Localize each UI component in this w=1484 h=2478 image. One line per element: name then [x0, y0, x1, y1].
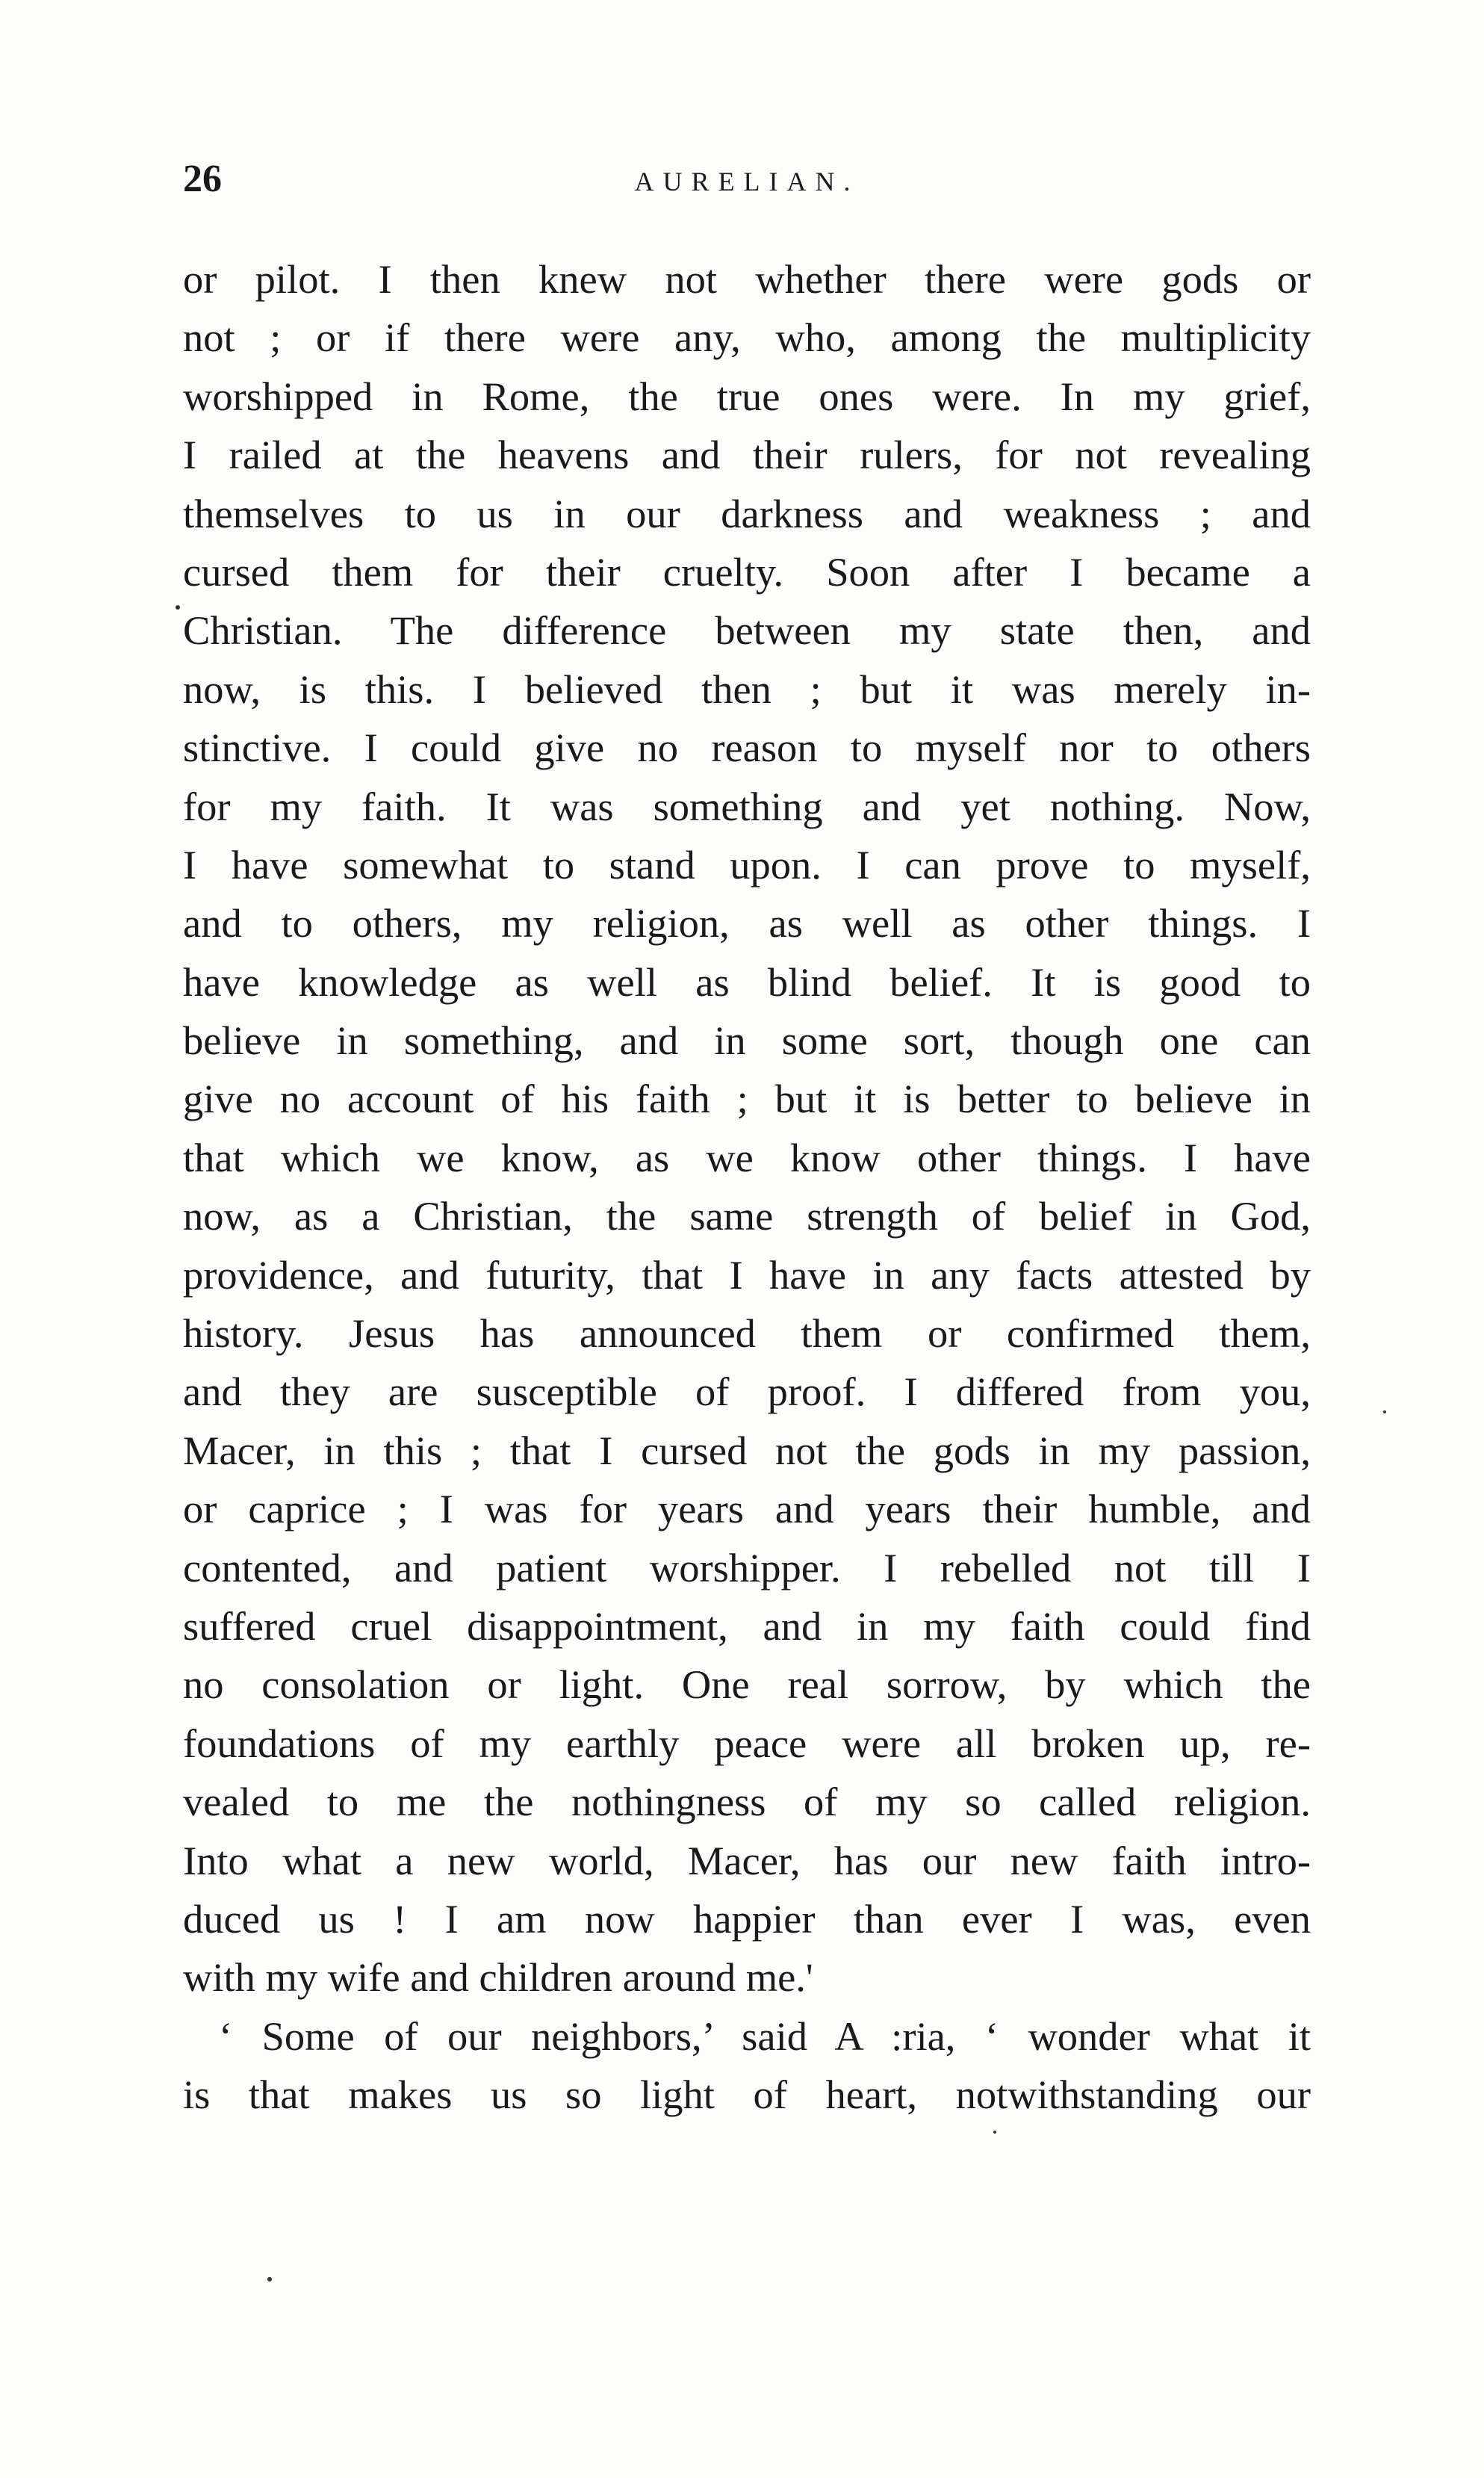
text-line: have knowledge as well as blind belief. It is good to	[183, 958, 1311, 1005]
text-line: duced us ! I am now happier than ever I was, even	[183, 1895, 1311, 1942]
print-speck	[267, 2277, 272, 2282]
text-line: or caprice ; I was for years and years their humble, and	[183, 1486, 1311, 1532]
text-line: with my wife and children around me.'	[183, 1954, 813, 2001]
print-speck	[1383, 1410, 1386, 1413]
running-head	[183, 153, 1311, 205]
text-line: themselves to us in our darkness and weakness ; and	[183, 490, 1311, 536]
text-line: foundations of my earthly peace were all broken up, re-	[183, 1720, 1311, 1766]
text-line: and they are susceptible of proof. I differed from you,	[183, 1369, 1311, 1415]
print-speck	[176, 605, 180, 610]
text-line: stinctive. I could give no reason to myself nor to others	[183, 725, 1311, 771]
text-line: now, as a Christian, the same strength of belief in God,	[183, 1193, 1311, 1239]
text-line: suffered cruel disappointment, and in my faith could find	[183, 1602, 1311, 1649]
page-number: 26	[183, 158, 222, 200]
text-line: cursed them for their cruelty. Soon after I became a	[183, 548, 1311, 595]
text-line: history. Jesus has announced them or confirmed them,	[183, 1310, 1311, 1357]
text-line: believe in something, and in some sort, though one can	[183, 1017, 1311, 1064]
text-line: I railed at the heavens and their rulers, for not revealing	[183, 432, 1311, 478]
text-line: Christian. The difference between my state then, and	[183, 607, 1311, 654]
text-line: worshipped in Rome, the true ones were. In my grief,	[183, 373, 1311, 419]
text-line: now, is this. I believed then ; but it was merely in-	[183, 666, 1311, 712]
text-line: not ; or if there were any, who, among the multiplicity	[183, 315, 1311, 361]
text-line: no consolation or light. One real sorrow, by which the	[183, 1661, 1311, 1708]
text-line: give no account of his faith ; but it is better to believe in	[183, 1076, 1311, 1122]
text-line: Macer, in this ; that I cursed not the gods in my passion,	[183, 1427, 1311, 1473]
text-line: contented, and patient worshipper. I rebelled not till I	[183, 1544, 1311, 1590]
text-line: or pilot. I then knew not whether there were gods or	[183, 256, 1311, 302]
text-line: vealed to me the nothingness of my so called religion.	[183, 1779, 1311, 1825]
text-line: is that makes us so light of heart, notwithstanding our	[183, 2072, 1311, 2118]
running-title: AURELIAN.	[634, 167, 860, 196]
text-line: that which we know, as we know other things. I have	[183, 1134, 1311, 1180]
text-line: I have somewhat to stand upon. I can prove to myself,	[183, 841, 1311, 888]
body-text	[183, 250, 1311, 2125]
text-line: Into what a new world, Macer, has our new faith intro-	[183, 1837, 1311, 1883]
text-line: for my faith. It was something and yet nothing. Now,	[183, 783, 1311, 829]
print-speck	[993, 2131, 996, 2134]
text-line: and to others, my religion, as well as other things. I	[183, 900, 1311, 947]
text-line: providence, and futurity, that I have in any facts attested by	[183, 1251, 1311, 1298]
text-line: ‘ Some of our neighbors,’ said A :ria, ‘ wonder what it	[219, 2013, 1311, 2059]
